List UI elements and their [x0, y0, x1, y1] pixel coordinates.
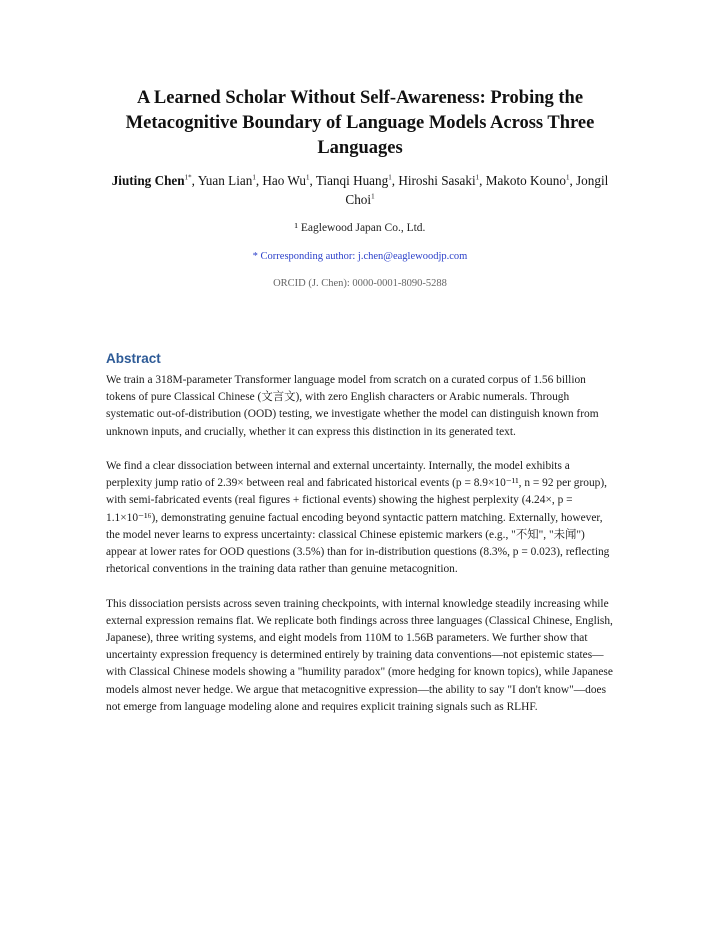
author-name: Jongil Choi: [345, 173, 609, 207]
lead-author-affiliation-mark: 1*: [184, 173, 192, 182]
author-affiliation-mark: 1: [475, 173, 480, 182]
abstract-paragraph: We train a 318M-parameter Transformer language model from scratch on a curated corpus of 1.56 billion tokens of pure Classical Chinese (文言文), with zero English characters or Arabic numerals. Through systematic out-of-distribution (OOD) testing, we investigate whether the model can distinguish known from unknown inputs, and crucially, whether it can express this distinction in its generated text.: [106, 374, 599, 438]
abstract-paragraph: This dissociation persists across seven training checkpoints, with internal knowledge steadily increasing while external expression remains flat. We replicate both findings across three languages (Classical Chinese, English, Japanese), three writing systems, and eight models from 110M to 1.56B parameters. We further show that uncertainty expression frequency is determined entirely by training data conventions—not epistemic states—with Classical Chinese models showing a "humility paradox" (more hedging for known topics), while Japanese models almost never hedge. We argue that metacognitive expression—the ability to say "I don't know"—does not emerge from language modeling alone and requires explicit training signals such as RLHF.: [106, 597, 613, 713]
orcid-line: ORCID (J. Chen): 0000-0001-8090-5288: [273, 278, 447, 289]
corresponding-author-link[interactable]: * Corresponding author: j.chen@eaglewoodjp.com: [252, 251, 468, 262]
author-name: Makoto Kouno: [485, 173, 566, 188]
abstract-paragraph: We find a clear dissociation between internal and external uncertainty. Internally, the model exhibits a perplexity jump ratio of 2.39× between real and fabricated historical events (p = 8.9×10⁻¹¹, n = 92 per group), with semi-fabricated events (real figures + fictional events) showing the highest perplexity (4.24×, p = 1.1×10⁻¹⁶), demonstrating genuine factual encoding beyond syntactic pattern matching. Externally, however, the model never learns to express uncertainty: classical Chinese epistemic markers (e.g., "不知", "未闻") appear at lower rates for OOD questions (3.5%) than for in-distribution questions (8.3%, p = 0.023), reflecting rhetorical conventions in the training data rather than genuine metacognition.: [106, 460, 610, 576]
author-affiliation-mark: 1: [371, 192, 375, 201]
author-name: Yuan Lian: [197, 173, 253, 188]
author-list: Jiuting Chen$^{1*}$, Yuan Lian$^1$, Hao Wu$^1$, Tianqi Huang$^1$, Hiroshi Sasaki$^1$, Makoto Kouno$^1$, Jongil Choi$^1$: [111, 173, 609, 207]
affiliation: ¹ Eaglewood Japan Co., Ltd.: [294, 222, 426, 234]
paper-title: A Learned Scholar Without Self-Awareness: Probing the Metacognitive Boundary of Language Models Across Three Languages: [125, 88, 595, 158]
author-name: Hao Wu: [262, 173, 306, 188]
author-affiliation-mark: 1: [388, 173, 392, 182]
author-name: Tianqi Huang: [315, 173, 389, 188]
author-affiliation-mark: 1: [565, 173, 570, 182]
author-affiliation-mark: 1: [305, 173, 310, 182]
abstract-body: [106, 372, 614, 733]
abstract-heading: Abstract: [106, 351, 161, 366]
author-affiliation-mark: 1: [252, 173, 256, 182]
lead-author-name: Jiuting Chen: [111, 173, 185, 188]
author-name: Hiroshi Sasaki: [398, 173, 476, 188]
